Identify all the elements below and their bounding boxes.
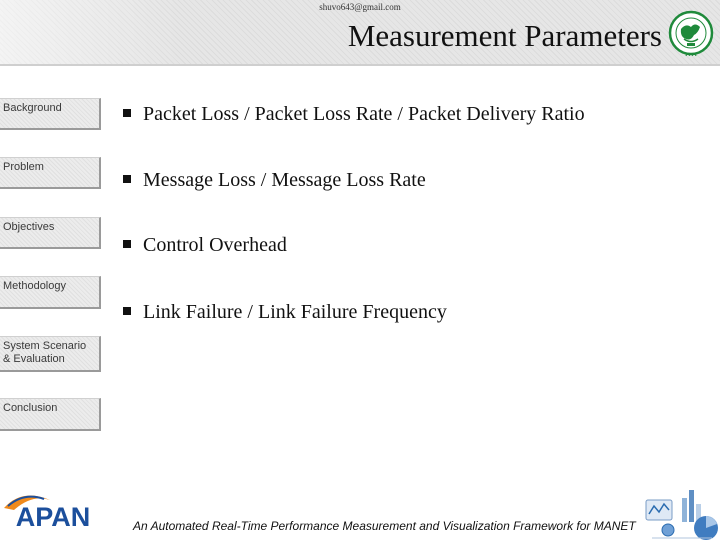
- apan-logo-icon: [2, 490, 104, 536]
- nav-item-objectives[interactable]: Objectives: [0, 217, 101, 249]
- nav-item-background[interactable]: Background: [0, 98, 101, 130]
- bullet-item: [123, 103, 585, 126]
- svg-text:APAN: APAN: [15, 502, 91, 532]
- bullet-text: Packet Loss / Packet Loss Rate / Packet Delivery Ratio: [143, 103, 585, 125]
- bullet-marker-icon: [123, 109, 131, 117]
- slide-title: Measurement Parameters: [347, 18, 662, 53]
- bullet-marker-icon: [123, 175, 131, 183]
- nav-item-system-scenario[interactable]: System Scenario & Evaluation: [0, 336, 101, 372]
- svg-text:• • • •: • • • •: [685, 53, 697, 59]
- nav-item-problem[interactable]: Problem: [0, 157, 101, 189]
- bullet-marker-icon: [123, 240, 131, 248]
- bullet-text: Link Failure / Link Failure Frequency: [143, 301, 447, 323]
- bullet-item: [123, 234, 287, 257]
- bullet-item: [123, 301, 447, 324]
- bullet-marker-icon: [123, 307, 131, 315]
- network-chart-graphic-icon: [642, 486, 720, 540]
- presenter-email: shuvo643@gmail.com: [319, 2, 401, 12]
- header-divider: [0, 64, 720, 66]
- bullet-text: Control Overhead: [143, 234, 287, 256]
- nav-item-conclusion[interactable]: Conclusion: [0, 398, 101, 431]
- bullet-item: [123, 169, 426, 192]
- nav-item-methodology[interactable]: Methodology: [0, 276, 101, 309]
- university-emblem-icon: [668, 9, 714, 59]
- footer-caption: An Automated Real-Time Performance Measurement and Visualization Framework for MANET: [133, 519, 636, 533]
- bullet-text: Message Loss / Message Loss Rate: [143, 169, 426, 191]
